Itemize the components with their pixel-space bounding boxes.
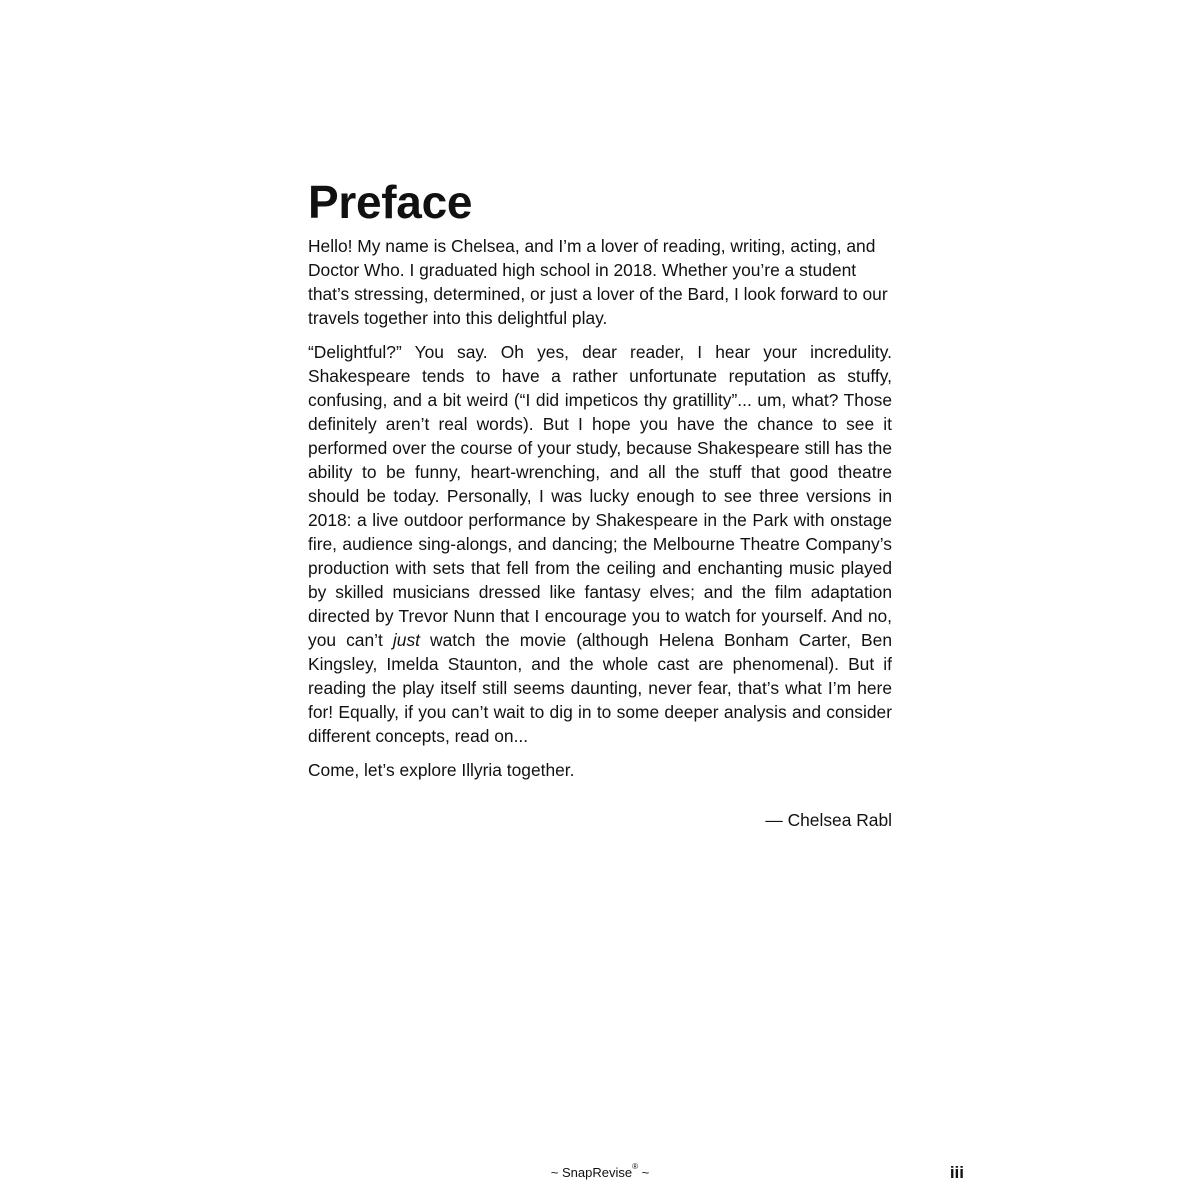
brand-name: SnapRevise: [561, 1165, 633, 1180]
brand-tilde-left: ~: [550, 1165, 562, 1180]
paragraph-delightful: [308, 340, 892, 748]
footer-brand: [0, 1162, 1200, 1184]
page-footer: [0, 1162, 1200, 1186]
paragraph-delightful-part-1: “Delightful?” You say. Oh yes, dear reader, I hear your incredulity. Shakespeare tends to have a rather unfortunate reputation as stuffy, confusing, and a bit weird (“I did impeticos thy gratillity”... um, what? Those definitely aren’t real words). But I hope you have the chance to see it performed over the course of your study, because Shakespeare still has the ability to be funny, heart-wrenching, and all the stuff that good theatre should be today. Personally, I was lucky enough to see three versions in 2018: a live outdoor performance by Shakespeare in the Park with onstage fire, audience sing-alongs, and dancing; the Melbourne Theatre Company’s production with sets that fell from the ceiling and enchanting music played by skilled musicians dressed like fantasy elves; and the film adaptation directed by Trevor Nunn that I encourage you to watch for yourself. And no, you can’t: [308, 342, 892, 650]
page-title: Preface: [308, 176, 473, 228]
page-number: iii: [949, 1163, 964, 1182]
emphasis-just: just: [392, 630, 420, 650]
signature: — Chelsea Rabl: [765, 810, 892, 830]
page-content: [308, 176, 892, 832]
registered-mark: ®: [632, 1162, 638, 1171]
paragraph-closing: Come, let’s explore Illyria together.: [308, 760, 575, 780]
paragraph-intro: Hello! My name is Chelsea, and I’m a lover of reading, writing, acting, and Doctor Who. I graduated high school in 2018. Whether you’re a student that’s stressing, determined, or just a lover of the Bard, I look forward to our travels together into this delightful play.: [308, 236, 888, 328]
paragraph-delightful-part-2: watch the movie (although Helena Bonham Carter, Ben Kingsley, Imelda Staunton, and the whole cast are phenomenal). But if reading the play itself still seems daunting, never fear, that’s what I’m here for! Equally, if you can’t wait to dig in to some deeper analysis and consider different concepts, read on...: [308, 630, 892, 746]
brand-tilde-right: ~: [638, 1165, 650, 1180]
